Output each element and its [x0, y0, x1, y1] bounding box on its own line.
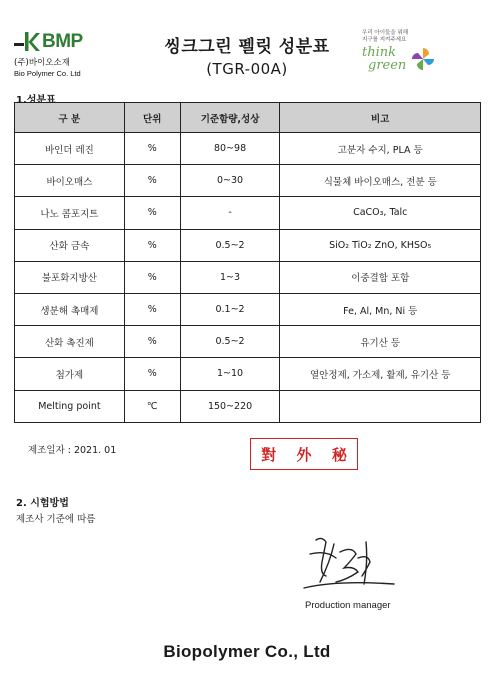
- green-word-green: green: [368, 58, 407, 73]
- header-remarks: 비고: [280, 103, 481, 133]
- cell-remark: [280, 390, 481, 422]
- table-row: [15, 197, 481, 229]
- cell-name: 나노 콤포지트: [15, 197, 125, 229]
- header-category: 구 분: [15, 103, 125, 133]
- logo-text: BMP: [42, 31, 83, 52]
- document-title: 씽크그린 펠릿 성분표: [164, 37, 330, 57]
- cell-name: 산화 금속: [15, 229, 125, 261]
- cell-remark: Fe, Al, Mn, Ni 등: [280, 293, 481, 325]
- table-row: [15, 326, 481, 358]
- cell-value: 0~30: [180, 165, 280, 197]
- composition-table: [14, 102, 481, 423]
- cell-value: 1~10: [180, 358, 280, 390]
- header-unit: 단위: [124, 103, 180, 133]
- table-row: [15, 229, 481, 261]
- confidential-seal: [250, 438, 358, 470]
- green-slogan-line1: 우리 아이들을 위해: [362, 30, 409, 36]
- seal-char: 對: [261, 445, 277, 464]
- cell-unit: %: [124, 165, 180, 197]
- cell-value: 150~220: [180, 390, 280, 422]
- cell-name: 바이오매스: [15, 165, 125, 197]
- table-row: [15, 293, 481, 325]
- green-slogan-line2: 지구를 지켜주세요: [362, 37, 407, 43]
- cell-remark: SiO₂ TiO₂ ZnO, KHSO₅: [280, 229, 481, 261]
- cell-unit: %: [124, 197, 180, 229]
- cell-remark: CaCO₃, Talc: [280, 197, 481, 229]
- green-word-think: think: [362, 45, 397, 60]
- company-name-korean: (주)바이오소재: [14, 58, 70, 68]
- cell-name: 생분해 촉매제: [15, 293, 125, 325]
- cell-unit: %: [124, 326, 180, 358]
- table-row: [15, 261, 481, 293]
- cell-name: 바인더 레진: [15, 133, 125, 165]
- signature-icon: [296, 532, 396, 594]
- cell-value: 0.5~2: [180, 229, 280, 261]
- cell-unit: %: [124, 293, 180, 325]
- signature-role: Production manager: [305, 600, 391, 611]
- cell-name: 불포화지방산: [15, 261, 125, 293]
- cell-unit: %: [124, 229, 180, 261]
- cell-value: 80~98: [180, 133, 280, 165]
- manufacture-date: 제조일자 : 2021. 01: [28, 445, 117, 456]
- cell-unit: %: [124, 358, 180, 390]
- section-2-heading: 2. 시험방법: [16, 498, 69, 509]
- test-method-text: 제조사 기준에 따름: [16, 514, 96, 525]
- cell-unit: %: [124, 133, 180, 165]
- cell-remark: 열안정제, 가소제, 활제, 유기산 등: [280, 358, 481, 390]
- table-row: [15, 165, 481, 197]
- company-name-english: Bio Polymer Co. Ltd: [14, 69, 81, 78]
- footer-company-name: Biopolymer Co., Ltd: [163, 642, 331, 661]
- table-row: [15, 358, 481, 390]
- document-subtitle: (TGR-00A): [206, 60, 288, 78]
- pinwheel-icon: [410, 46, 436, 72]
- seal-char: 秘: [331, 445, 347, 464]
- table-row: [15, 133, 481, 165]
- cell-value: -: [180, 197, 280, 229]
- cell-value: 0.5~2: [180, 326, 280, 358]
- cell-unit: %: [124, 261, 180, 293]
- think-green-logo: [362, 30, 442, 82]
- cell-value: 1~3: [180, 261, 280, 293]
- cell-remark: 이중결합 포함: [280, 261, 481, 293]
- header-standard: 기준함량,성상: [180, 103, 280, 133]
- cell-name: 산화 촉진제: [15, 326, 125, 358]
- cell-name: Melting point: [15, 390, 125, 422]
- cell-value: 0.1~2: [180, 293, 280, 325]
- cell-remark: 고분자 수지, PLA 등: [280, 133, 481, 165]
- cell-remark: 유기산 등: [280, 326, 481, 358]
- table-header-row: [15, 103, 481, 133]
- section-1-heading: 1.성분표: [16, 95, 56, 106]
- cell-name: 첨가제: [15, 358, 125, 390]
- cell-unit: ℃: [124, 390, 180, 422]
- cell-remark: 식물체 바이오매스, 전분 등: [280, 165, 481, 197]
- table-row: [15, 390, 481, 422]
- seal-char: 外: [296, 445, 312, 464]
